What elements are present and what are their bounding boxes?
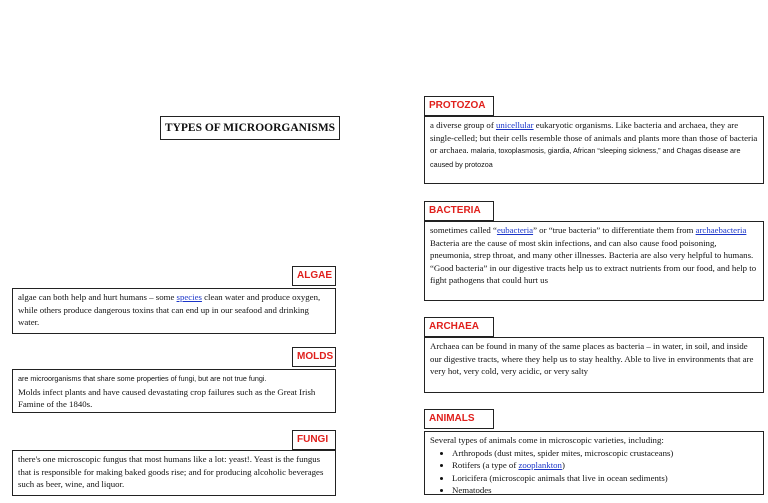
list-item: • Nematodes [452, 484, 758, 497]
bacteria-description [424, 221, 764, 301]
bacteria-text-post: Bacteria are the cause of most skin infections, and can also cause food poisoning, pneumonia, strep throat, and many other illnesses. Bacteria are also very helpful to humans. “Good bacteria” in our digestive tracts help us to extract nutrients from our food, and help to fight pathogens that could hurt us [430, 237, 757, 286]
algae-text-post: clean water and produce oxygen, while others produce dangerous toxins that can end up in our seafood and drinking water. [18, 292, 321, 328]
bacteria-label: BACTERIA [424, 201, 494, 221]
molds-text-line2: Molds infect plants and have caused devastating crop failures such as the Great Irish Famine of the 1840s. [18, 386, 316, 410]
protozoa-text-pre: a diverse group of [430, 120, 496, 130]
archaebacteria-link[interactable]: archaebacteria [695, 225, 747, 235]
bacteria-text-mid: ” or “true bacteria” to differentiate them from [533, 225, 696, 235]
molds-description [12, 369, 336, 413]
species-link[interactable]: species [176, 292, 202, 302]
protozoa-label: PROTOZOA [424, 96, 494, 116]
list-item: • Arthropods (dust mites, spider mites, microscopic crustaceans) [452, 447, 758, 460]
fungi-label: FUNGI [292, 430, 336, 450]
archaea-description: Archaea can be found in many of the same places as bacteria – in water, in soil, and inside our digestive tracts, where they help us to stay healthy. Able to live in environments that are very hot, very cold, very acidic, or very salty [424, 337, 764, 393]
fungi-description: there's one microscopic fungus that most humans like a lot: yeast!. Yeast is the fungus that is responsible for making baked goods rise; and for producing alcoholic beverages such as beer, wine, and liquor. [12, 450, 336, 496]
algae-text-pre: algae can both help and hurt humans – some [18, 292, 177, 302]
rotifers-text-pre: Rotifers (a type of [452, 460, 519, 471]
protozoa-description [424, 116, 764, 184]
protozoa-text-post: eukaryotic organisms. Like bacteria and archaea, they are single-celled; but their cells resemble those of animals and plants more than those of bacteria or archaea. [430, 120, 758, 156]
animals-intro: Several types of animals come in microscopic varieties, including: [430, 435, 664, 445]
molds-label: MOLDS [292, 347, 336, 367]
bacteria-text-pre: sometimes called “ [430, 225, 497, 235]
algae-description [12, 288, 336, 334]
zooplankton-link[interactable]: zooplankton [518, 460, 562, 471]
animals-description [424, 431, 764, 495]
animals-label: ANIMALS [424, 409, 494, 429]
rotifers-text-post: ) [561, 460, 565, 471]
list-item: • Loricifera (microscopic animals that live in ocean sediments) [452, 472, 758, 485]
protozoa-diseases: malaria, toxoplasmosis, giardia, African “sleeping sickness,” and Chagas disease are caused by protozoa [430, 146, 741, 169]
animals-list [430, 447, 758, 497]
page-title: TYPES OF MICROORGANISMS [160, 116, 340, 140]
list-item [452, 459, 758, 472]
algae-label: ALGAE [292, 266, 336, 286]
unicellular-link[interactable]: unicellular [495, 120, 534, 130]
molds-text-line1: are microorganisms that share some properties of fungi, but are not true fungi. [18, 374, 267, 383]
eubacteria-link[interactable]: eubacteria [496, 225, 534, 235]
archaea-label: ARCHAEA [424, 317, 494, 337]
